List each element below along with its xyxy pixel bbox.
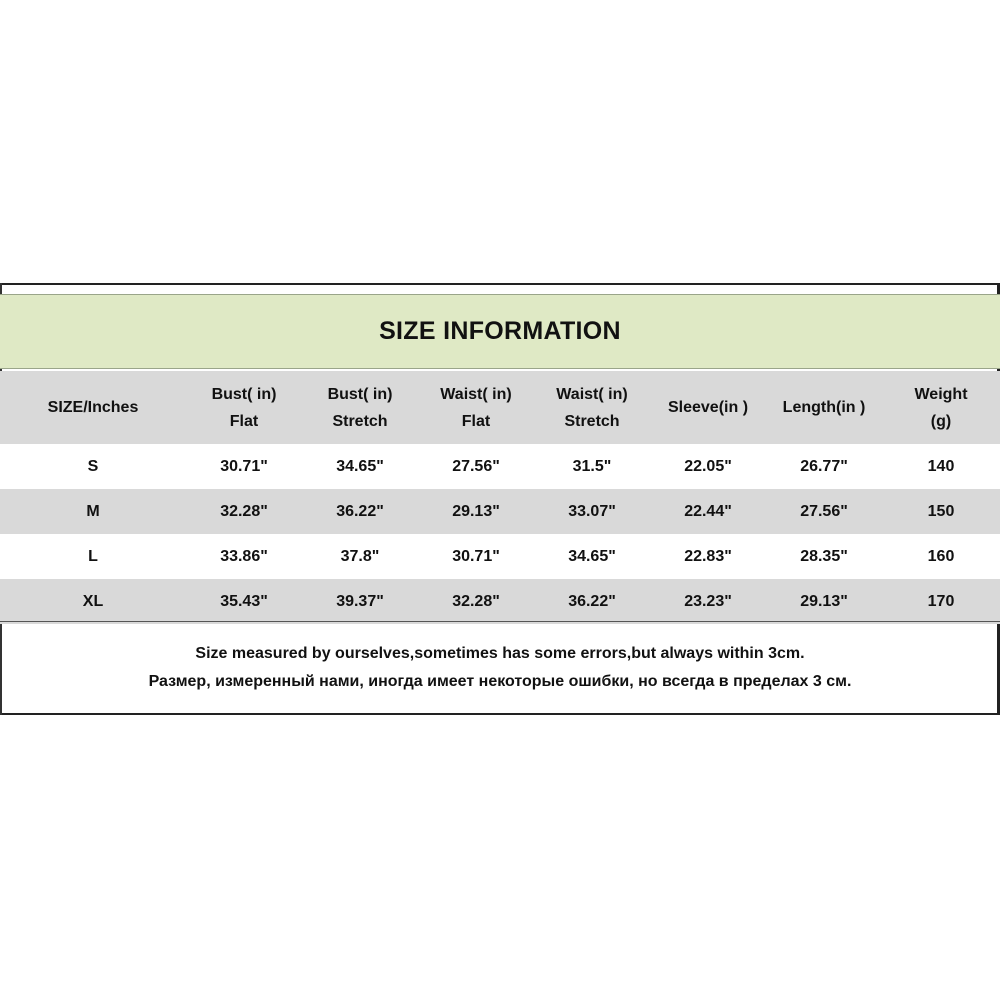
header-sleeve xyxy=(650,371,766,444)
note-russian: Размер, измеренный нами, иногда имеет некоторые ошибки, но всегда в пределах 3 см. xyxy=(148,673,852,690)
chart-title: SIZE INFORMATION xyxy=(379,317,621,345)
header-waist-stretch-line2: Stretch xyxy=(564,412,620,430)
length-cell: 29.13" xyxy=(800,592,848,610)
bust-flat-cell: 33.86" xyxy=(220,547,268,565)
table-row xyxy=(0,444,1000,489)
title-band xyxy=(0,294,1000,369)
size-cell: M xyxy=(86,502,100,520)
header-sleeve-label: Sleeve(in ) xyxy=(667,399,749,416)
header-length-label: Length(in ) xyxy=(782,399,866,416)
size-cell: XL xyxy=(82,592,104,610)
notes-divider xyxy=(0,621,1000,622)
sleeve-cell: 23.23" xyxy=(684,592,732,610)
header-bust-flat-line1: Bust( in) xyxy=(211,385,277,403)
header-bust-stretch xyxy=(302,371,418,444)
header-weight-line2: (g) xyxy=(930,412,952,430)
header-waist-stretch-line1: Waist( in) xyxy=(556,385,628,403)
header-bust-stretch-line1: Bust( in) xyxy=(327,385,393,403)
weight-cell: 170 xyxy=(927,592,955,610)
weight-cell: 160 xyxy=(927,547,955,565)
note-english: Size measured by ourselves,sometimes has some errors,but always within 3cm. xyxy=(195,645,805,662)
waist-stretch-cell: 34.65" xyxy=(568,547,616,565)
header-weight-line1: Weight xyxy=(914,385,968,403)
header-waist-flat-line2: Flat xyxy=(461,412,491,430)
header-row xyxy=(0,371,1000,444)
header-waist-flat xyxy=(418,371,534,444)
waist-flat-cell: 29.13" xyxy=(452,502,500,520)
length-cell: 28.35" xyxy=(800,547,848,565)
size-cell: L xyxy=(88,547,98,565)
bust-flat-cell: 30.71" xyxy=(220,457,268,475)
bust-flat-cell: 35.43" xyxy=(220,592,268,610)
waist-stretch-cell: 36.22" xyxy=(568,592,616,610)
measurement-notes xyxy=(0,640,1000,696)
size-cell: S xyxy=(87,457,99,475)
bust-stretch-cell: 34.65" xyxy=(336,457,384,475)
sleeve-cell: 22.83" xyxy=(684,547,732,565)
sleeve-cell: 22.05" xyxy=(684,457,732,475)
header-waist-stretch xyxy=(534,371,650,444)
table-row xyxy=(0,579,1000,624)
bust-stretch-cell: 36.22" xyxy=(336,502,384,520)
header-length xyxy=(766,371,882,444)
waist-flat-cell: 27.56" xyxy=(452,457,500,475)
size-table xyxy=(0,371,1000,624)
bust-stretch-cell: 39.37" xyxy=(336,592,384,610)
weight-cell: 150 xyxy=(927,502,955,520)
waist-stretch-cell: 31.5" xyxy=(572,457,612,475)
length-cell: 27.56" xyxy=(800,502,848,520)
header-bust-flat-line2: Flat xyxy=(229,412,259,430)
table-row xyxy=(0,534,1000,579)
waist-flat-cell: 32.28" xyxy=(452,592,500,610)
header-weight xyxy=(882,371,1000,444)
header-waist-flat-line1: Waist( in) xyxy=(440,385,512,403)
sleeve-cell: 22.44" xyxy=(684,502,732,520)
weight-cell: 140 xyxy=(927,457,955,475)
waist-stretch-cell: 33.07" xyxy=(568,502,616,520)
bust-flat-cell: 32.28" xyxy=(220,502,268,520)
header-bust-stretch-line2: Stretch xyxy=(332,412,388,430)
header-bust-flat xyxy=(186,371,302,444)
length-cell: 26.77" xyxy=(800,457,848,475)
table-row xyxy=(0,489,1000,534)
header-size xyxy=(0,371,186,444)
header-size-label: SIZE/Inches xyxy=(47,399,139,416)
bust-stretch-cell: 37.8" xyxy=(340,547,380,565)
waist-flat-cell: 30.71" xyxy=(452,547,500,565)
